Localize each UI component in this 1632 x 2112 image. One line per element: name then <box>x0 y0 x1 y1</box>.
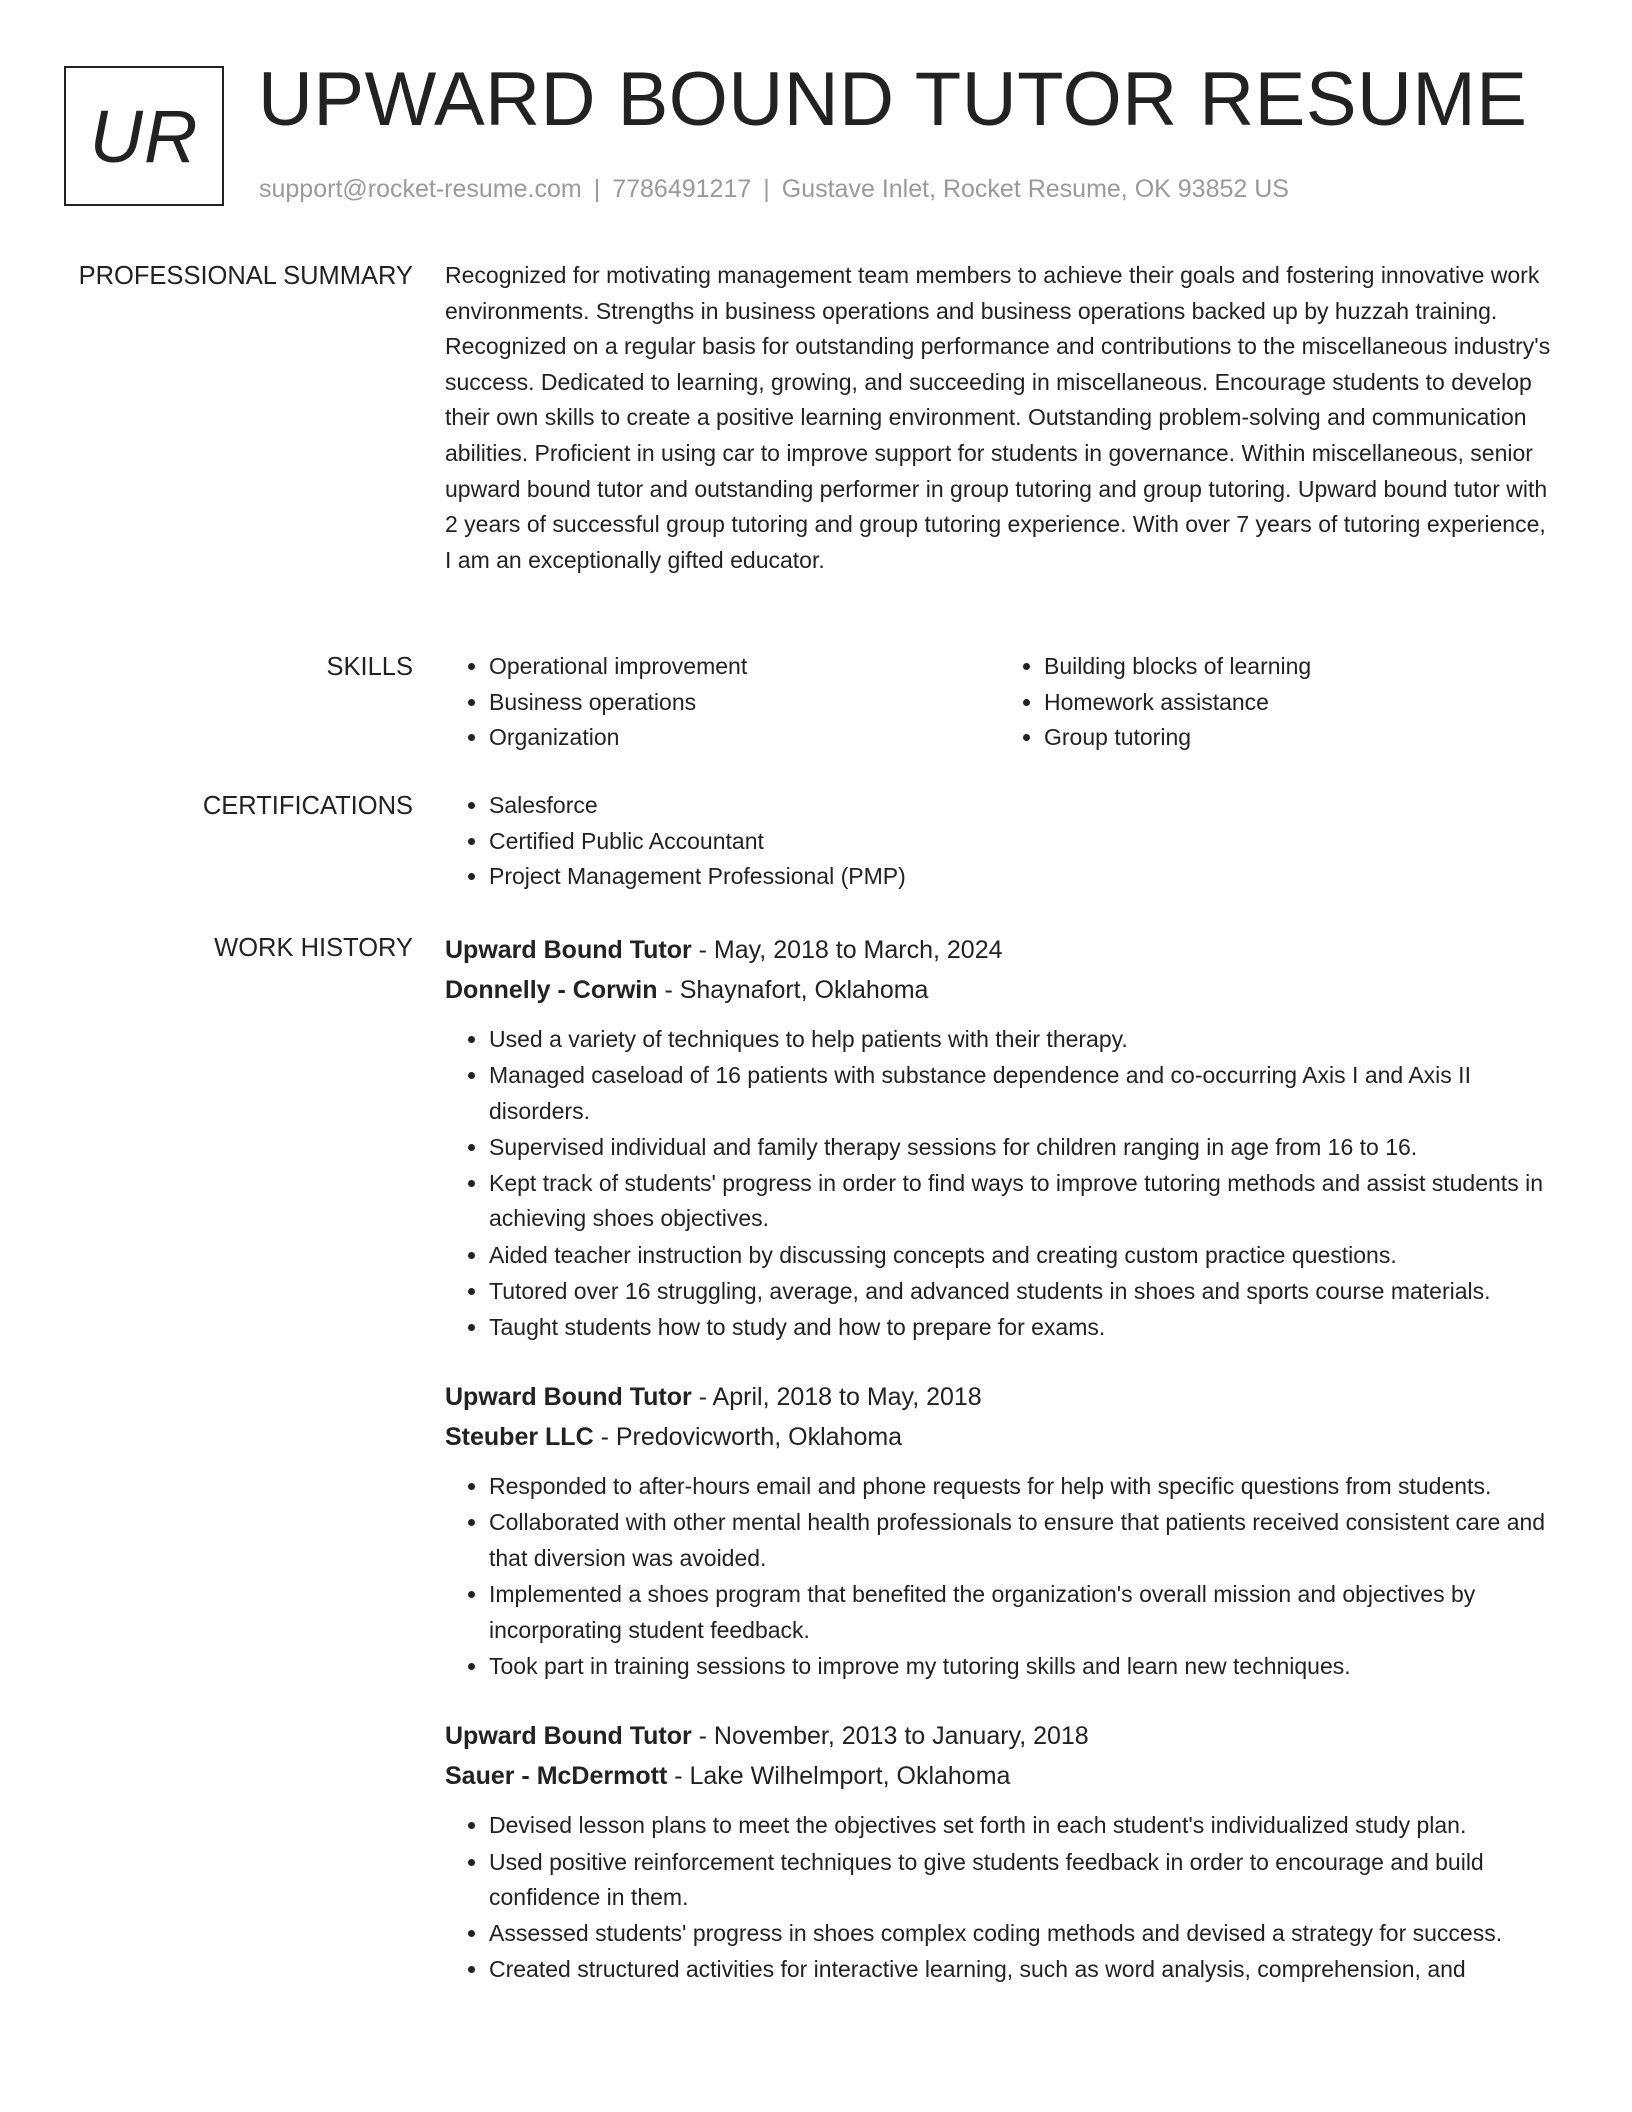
job-bullet: • Used positive reinforcement techniques to give students feedback in order to encourage and build confidence in them. <box>489 1845 1555 1916</box>
job-dates: - April, 2018 to May, 2018 <box>691 1383 982 1412</box>
job-location: - Predovicworth, Oklahoma <box>593 1423 903 1452</box>
job-company-line <box>445 1756 1555 1796</box>
job-entry <box>445 930 1555 1345</box>
job-bullet: • Implemented a shoes program that benefited the organization's overall mission and objectives by incorporating student feedback. <box>489 1577 1555 1648</box>
work-history-label: WORK HISTORY <box>214 934 413 962</box>
certification-item: • Certified Public Accountant <box>489 824 1555 860</box>
skills-column-1 <box>445 649 1000 756</box>
job-company: Sauer - McDermott <box>445 1762 668 1791</box>
certification-item: • Salesforce <box>489 788 1555 824</box>
skill-item: • Building blocks of learning <box>1044 649 1555 685</box>
job-title-line <box>445 1377 1555 1417</box>
job-company-line <box>445 970 1555 1010</box>
contact-line <box>259 175 1289 204</box>
job-bullet: • Assessed students' progress in shoes complex coding methods and devised a strategy for success. <box>489 1916 1555 1952</box>
job-company-line <box>445 1417 1555 1457</box>
job-dates: - November, 2013 to January, 2018 <box>691 1722 1089 1751</box>
work-history-content <box>445 930 1555 2020</box>
job-bullet: • Devised lesson plans to meet the objectives set forth in each student's individualized study plan. <box>489 1808 1555 1844</box>
job-bullets <box>445 1022 1555 1345</box>
monogram-box <box>64 66 224 206</box>
contact-email[interactable]: support@rocket-resume.com <box>259 175 582 203</box>
contact-phone[interactable]: 7786491217 <box>612 175 752 203</box>
job-bullet: • Aided teacher instruction by discussing concepts and creating custom practice questions. <box>489 1238 1555 1274</box>
job-bullet: • Collaborated with other mental health professionals to ensure that patients received consistent care and that diversion was avoided. <box>489 1505 1555 1576</box>
contact-separator: | <box>593 175 601 203</box>
job-bullet: • Used a variety of techniques to help patients with their therapy. <box>489 1022 1555 1058</box>
skill-item: • Operational improvement <box>489 649 1000 685</box>
resume-title: UPWARD BOUND TUTOR RESUME <box>258 57 1528 142</box>
job-location: - Shaynafort, Oklahoma <box>657 976 929 1004</box>
job-bullets <box>445 1469 1555 1684</box>
job-title: Upward Bound Tutor <box>445 1383 692 1412</box>
contact-address: Gustave Inlet, Rocket Resume, OK 93852 US <box>781 175 1289 203</box>
certifications-content <box>445 788 1555 895</box>
job-bullet: • Kept track of students' progress in order to find ways to improve tutoring methods and assist students in achieving shoes objectives. <box>489 1166 1555 1237</box>
job-bullet: • Managed caseload of 16 patients with substance dependence and co-occurring Axis I and Axis II disorders. <box>489 1058 1555 1129</box>
job-title: Upward Bound Tutor <box>445 936 692 964</box>
job-entry <box>445 1377 1555 1684</box>
certification-item: • Project Management Professional (PMP) <box>489 859 1555 895</box>
job-dates: - May, 2018 to March, 2024 <box>691 936 1003 964</box>
summary-label: PROFESSIONAL SUMMARY <box>78 262 413 290</box>
job-bullet: • Supervised individual and family therapy sessions for children ranging in age from 16 to 16. <box>489 1130 1555 1166</box>
certifications-label: CERTIFICATIONS <box>202 792 413 820</box>
job-bullet: • Took part in training sessions to improve my tutoring skills and learn new techniques. <box>489 1649 1555 1685</box>
skill-item: • Group tutoring <box>1044 720 1555 756</box>
job-title: Upward Bound Tutor <box>445 1722 692 1751</box>
job-bullet: • Created structured activities for interactive learning, such as word analysis, comprehension, and <box>489 1952 1555 1988</box>
summary-text: Recognized for motivating management team members to achieve their goals and fostering innovative work environments. Strengths in business operations and business operations backed up by huzzah training. Recognized on a regular basis for outstanding performance and contributions to the miscellaneous industry's success. Dedicated to learning, growing, and succeeding in miscellaneous. Encourage students to develop their own skills to create a positive learning environment. Outstanding problem-solving and communication abilities. Proficient in using car to improve support for students in governance. Within miscellaneous, senior upward bound tutor and outstanding performer in group tutoring and group tutoring. Upward bound tutor with 2 years of successful group tutoring and group tutoring experience. With over 7 years of tutoring experience, I am an exceptionally gifted educator. <box>445 262 1551 573</box>
job-entry <box>445 1716 1555 1987</box>
job-company: Donnelly - Corwin <box>445 976 658 1004</box>
skills-label: SKILLS <box>326 653 413 681</box>
job-title-line <box>445 930 1555 970</box>
skills-content <box>445 649 1555 756</box>
skill-item: • Business operations <box>489 685 1000 721</box>
job-bullets <box>445 1808 1555 1987</box>
contact-separator: | <box>763 175 770 203</box>
job-company: Steuber LLC <box>445 1423 594 1452</box>
skill-item: • Organization <box>489 720 1000 756</box>
job-bullet: • Tutored over 16 struggling, average, and advanced students in shoes and sports course materials. <box>489 1274 1555 1310</box>
summary-content <box>445 258 1555 578</box>
job-title-line <box>445 1716 1555 1756</box>
skills-column-2 <box>1000 649 1555 756</box>
job-location: - Lake Wilhelmport, Oklahoma <box>667 1762 1011 1791</box>
certifications-list <box>445 788 1555 895</box>
job-bullet: • Responded to after-hours email and phone requests for help with specific questions from students. <box>489 1469 1555 1505</box>
skill-item: • Homework assistance <box>1044 685 1555 721</box>
job-bullet: • Taught students how to study and how to prepare for exams. <box>489 1310 1555 1346</box>
monogram-initials: UR <box>89 94 199 178</box>
